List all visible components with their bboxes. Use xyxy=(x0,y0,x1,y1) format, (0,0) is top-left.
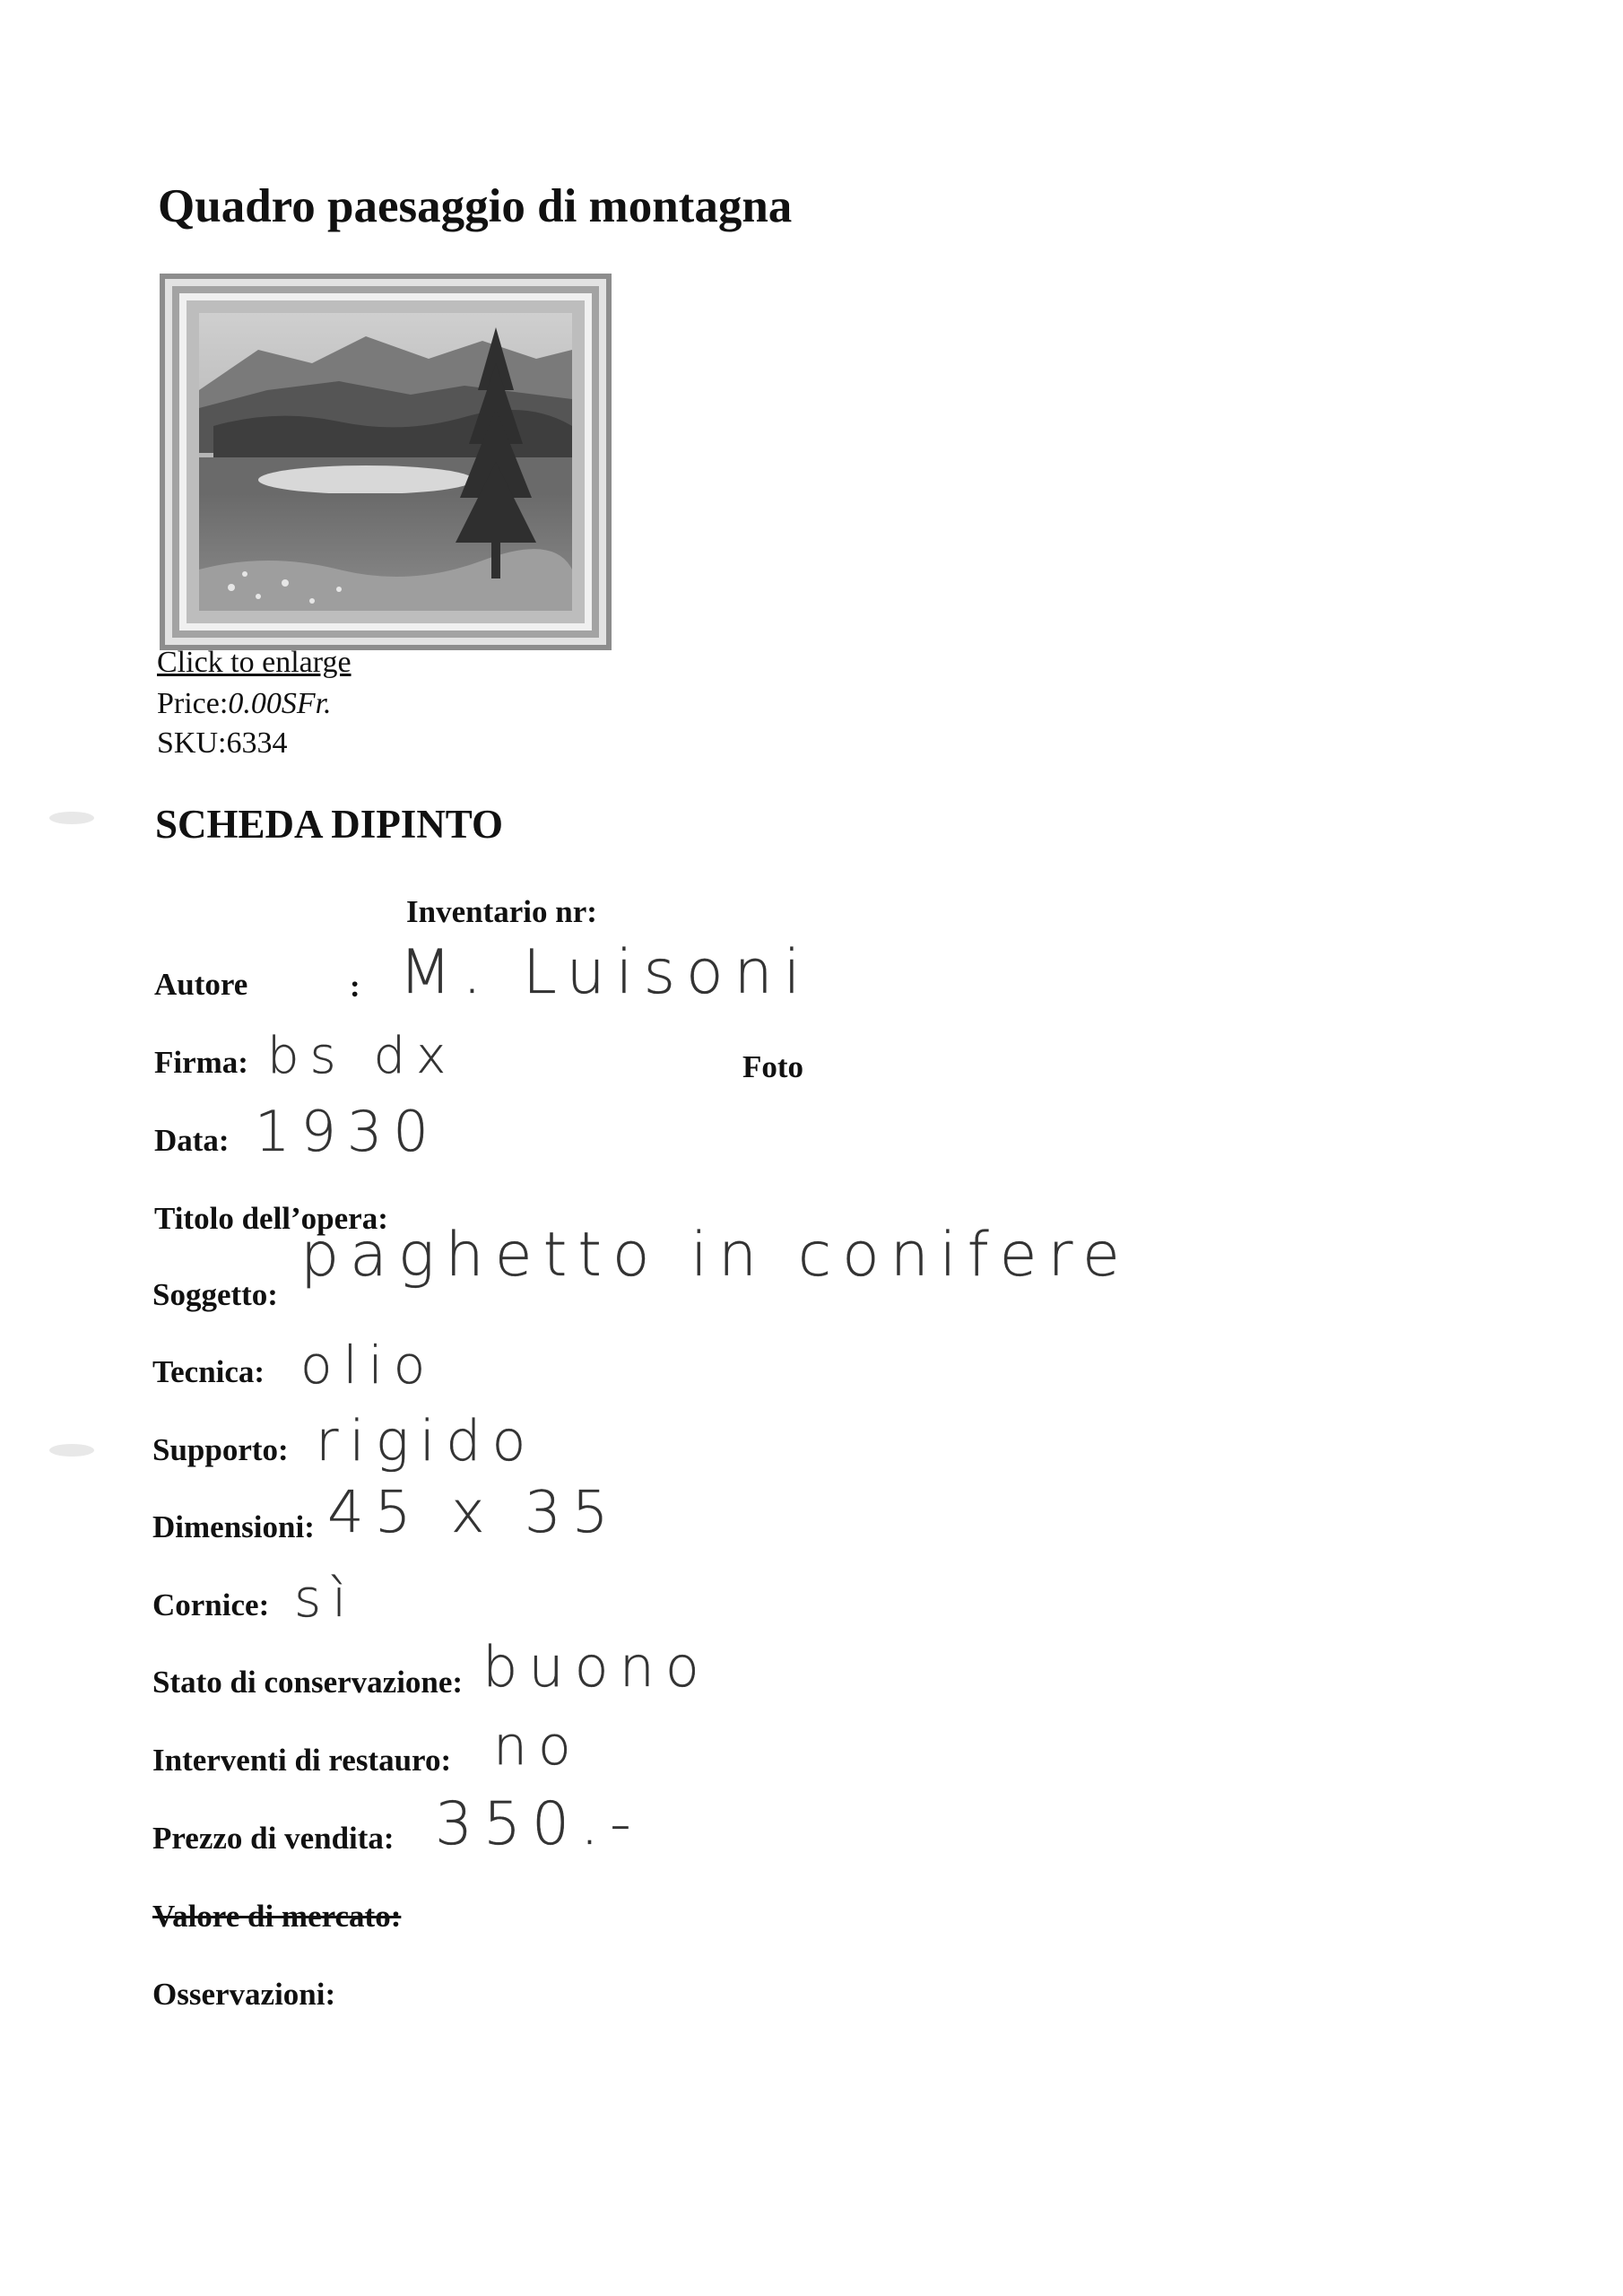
field-value-soggetto: paghetto in conifere xyxy=(300,1220,1131,1291)
field-label-tecnica: Tecnica: xyxy=(152,1354,265,1389)
field-value-data: 1930 xyxy=(255,1099,439,1164)
field-label-prezzo: Prezzo di vendita: xyxy=(152,1821,395,1856)
inventory-label: Inventario nr: xyxy=(406,894,597,929)
price-label: Price: xyxy=(157,687,229,720)
field-label-valore: Valore di mercato: xyxy=(152,1899,402,1934)
field-value-stato: buono xyxy=(482,1634,710,1700)
photo-label: Foto xyxy=(742,1049,804,1084)
scan-speck xyxy=(49,1444,94,1457)
field-label-data: Data: xyxy=(154,1123,230,1158)
painting-thumbnail[interactable] xyxy=(160,274,612,650)
form-heading: SCHEDA DIPINTO xyxy=(155,802,504,847)
field-label-osservazioni: Osservazioni: xyxy=(152,1977,336,2012)
field-value-interventi: no xyxy=(493,1715,582,1778)
field-separator-autore: : xyxy=(350,969,360,1004)
field-value-tecnica: olio xyxy=(300,1335,437,1396)
field-value-prezzo: 350.- xyxy=(435,1789,642,1858)
enlarge-link[interactable]: Click to enlarge xyxy=(157,646,352,679)
field-value-supporto: rigido xyxy=(316,1408,537,1474)
painting-image xyxy=(160,274,612,650)
field-label-autore: Autore xyxy=(154,967,248,1002)
field-value-cornice: sì xyxy=(294,1568,358,1629)
field-label-soggetto: Soggetto: xyxy=(152,1277,278,1312)
page-title: Quadro paesaggio di montagna xyxy=(158,180,793,232)
price-line xyxy=(157,687,332,721)
field-label-dimensioni: Dimensioni: xyxy=(152,1509,315,1544)
price-value: 0.00SFr. xyxy=(228,687,332,720)
field-label-titolo: Titolo dell’opera: xyxy=(154,1201,388,1236)
field-value-dimensioni: 45 x 35 xyxy=(327,1480,620,1546)
field-value-autore: M. Luisoni xyxy=(399,937,812,1008)
field-label-interventi: Interventi di restauro: xyxy=(152,1743,452,1778)
field-label-firma: Firma: xyxy=(154,1045,248,1080)
field-value-firma: bs dx xyxy=(267,1027,457,1085)
field-label-supporto: Supporto: xyxy=(152,1432,289,1467)
sku-line: SKU:6334 xyxy=(157,726,288,760)
field-label-stato: Stato di conservazione: xyxy=(152,1665,464,1700)
scan-speck xyxy=(49,812,94,824)
field-label-cornice: Cornice: xyxy=(152,1587,270,1622)
